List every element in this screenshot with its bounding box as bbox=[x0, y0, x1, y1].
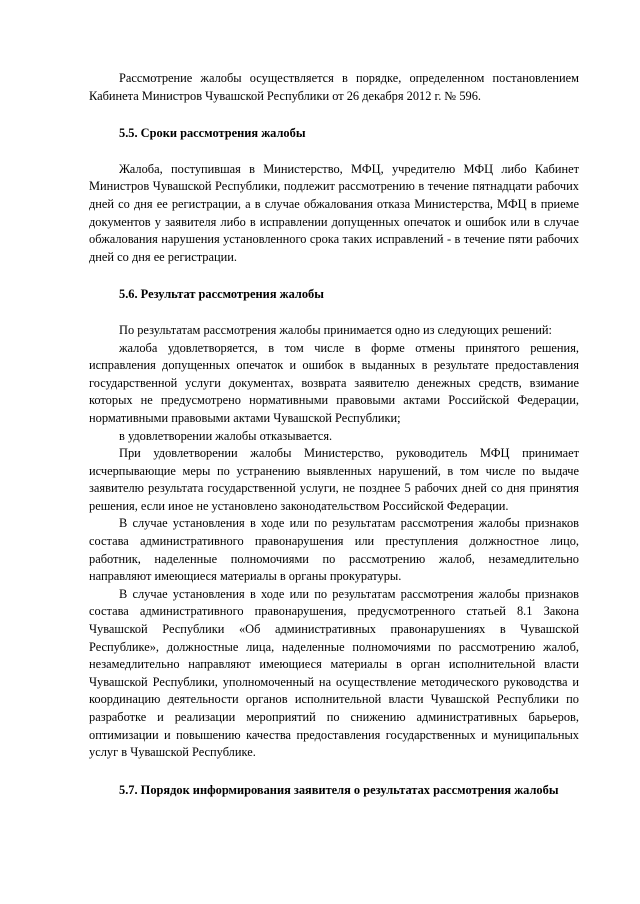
document-body bbox=[89, 70, 579, 799]
section-5-6-heading: 5.6. Результат рассмотрения жалобы bbox=[119, 287, 324, 302]
section-5-7-heading: 5.7. Порядок информирования заявителя о результатах рассмотрения жалобы bbox=[119, 782, 559, 797]
section-5-6-paragraph-5: В случае установления в ходе или по результатам рассмотрения жалобы признаков состава административного правонарушения или преступления должностное лицо, работник, наделенные полномочиями по рассмотрению жалоб, незамедлительно направляют имеющиеся материалы в органы прокуратуры. bbox=[89, 516, 579, 584]
section-5-6-paragraph-1: По результатам рассмотрения жалобы принимается одно из следующих решений: bbox=[119, 322, 552, 337]
section-5-5-heading: 5.5. Сроки рассмотрения жалобы bbox=[119, 126, 306, 141]
section-5-6-paragraph-2: жалоба удовлетворяется, в том числе в форме отмены принятого решения, исправления допущенных опечаток и ошибок в выданных в результате предоставления государственной услуги документах, возврата заявителю денежных средств, взимание которых не предусмотрено нормативными правовыми актами Российской Федерации, нормативными правовыми актами Чувашской Республики; bbox=[89, 340, 579, 425]
intro-paragraph: Рассмотрение жалобы осуществляется в порядке, определенном постановлением Кабинета Министров Чувашской Республики от 26 декабря 2012 г. № 596. bbox=[89, 71, 579, 103]
section-5-6-paragraph-4: При удовлетворении жалобы Министерство, руководитель МФЦ принимает исчерпывающие меры по устранению выявленных нарушений, в том числе по выдаче заявителю результата государственной услуги, не позднее 5 рабочих дней со дня принятия решения, если иное не установлено законодательством Российской Федерации. bbox=[89, 446, 579, 513]
section-5-6-paragraph-3: в удовлетворении жалобы отказывается. bbox=[119, 428, 333, 443]
section-5-6-paragraph-6: В случае установления в ходе или по результатам рассмотрения жалобы признаков состава административного правонарушения, предусмотренного статьей 8.1 Закона Чувашской Республики «Об административных правонарушениях в Чувашской Республике», должностные лица, наделенные полномочиями по рассмотрению жалоб, незамедлительно направляют имеющиеся материалы в орган исполнительной власти Чувашской Республики, уполномоченный на осуществление методического руководства и координацию деятельности органов исполнительной власти Чувашской Республики по разработке и реализации мероприятий по снижению административных барьеров, оптимизации и повышению качества предоставления государственных и муниципальных услуг в Чувашской Республике. bbox=[89, 586, 579, 760]
section-5-5-paragraph: Жалоба, поступившая в Министерство, МФЦ, учредителю МФЦ либо Кабинет Министров Чувашской Республики, подлежит рассмотрению в течение пятнадцати рабочих дней со дня ее регистрации, а в случае обжалования отказа Министерства, МФЦ в приеме документов у заявителя либо в исправлении допущенных опечаток и ошибок или в случае обжалования нарушения установленного срока таких исправлений - в течение пяти рабочих дней со дня ее регистрации. bbox=[89, 161, 579, 264]
